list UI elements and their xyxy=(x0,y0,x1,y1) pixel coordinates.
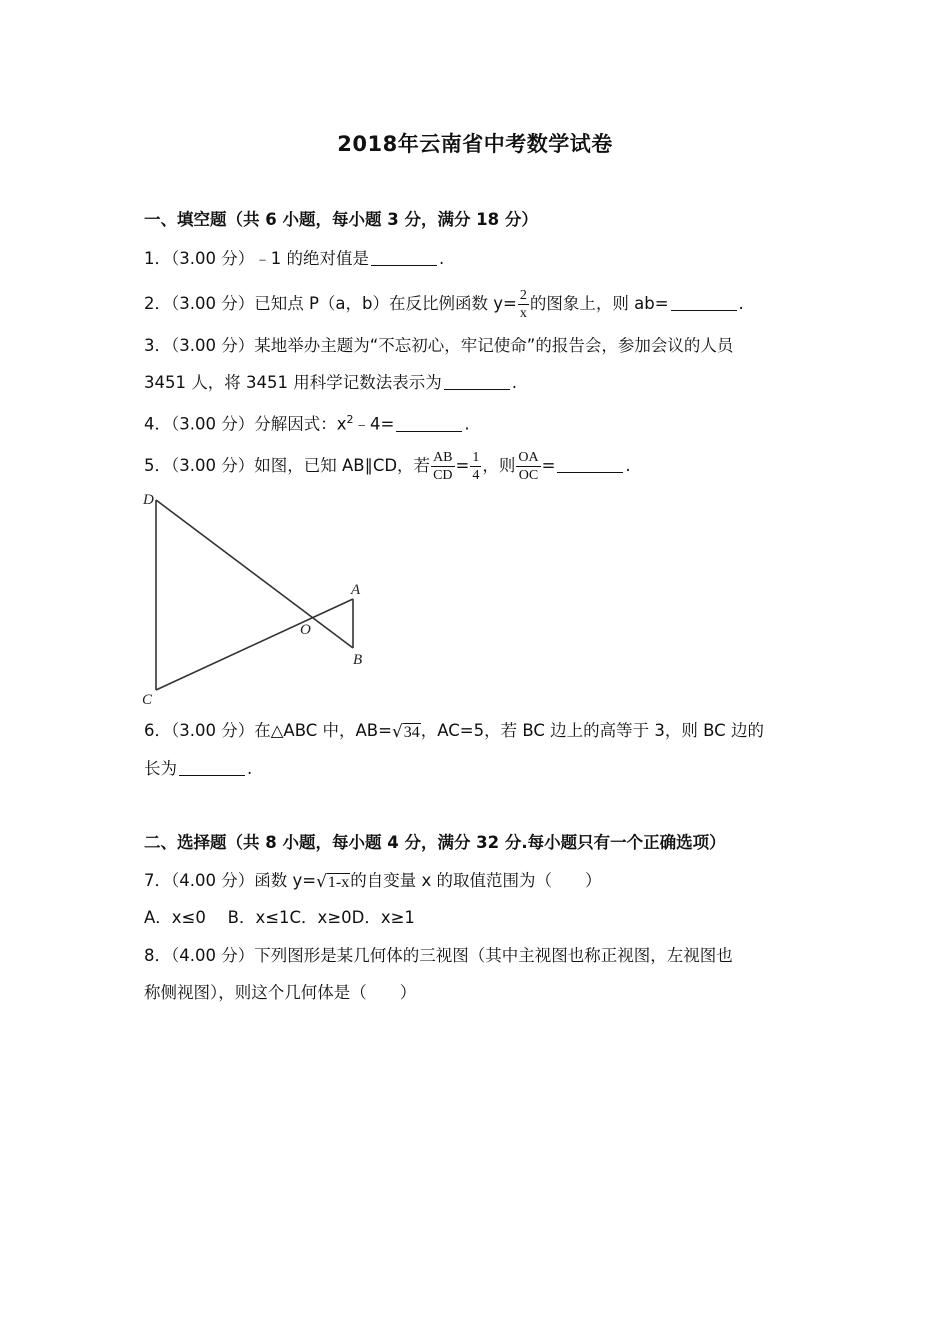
fraction-denominator: OC xyxy=(518,468,539,483)
question-8-line-2: 称侧视图），则这个几何体是（ ） xyxy=(144,983,417,1002)
label-b: B xyxy=(353,652,363,668)
q5-suffix: . xyxy=(625,456,631,475)
fraction-denominator: CD xyxy=(433,468,453,483)
fraction-numerator: 2 xyxy=(519,288,527,303)
question-3-line-1: 3．（3.00 分）某地举办主题为“不忘初心，牢记使命”的报告会，参加会议的人员 xyxy=(144,336,734,355)
answer-blank xyxy=(671,294,737,311)
question-1 xyxy=(144,247,444,271)
section-1-heading: 一、填空题（共 6 小题，每小题 3 分，满分 18 分） xyxy=(144,210,538,229)
label-o: O xyxy=(300,622,311,638)
q6-text-2: 长为 xyxy=(144,759,177,778)
segment-db xyxy=(156,500,353,648)
answer-blank xyxy=(371,249,437,266)
question-4 xyxy=(144,408,470,437)
q4-middle: ﹣4= xyxy=(353,414,395,434)
question-2 xyxy=(144,287,744,322)
question-3-line-2 xyxy=(144,371,517,395)
question-6-line-2 xyxy=(144,757,252,781)
label-d: D xyxy=(143,492,154,508)
question-8-line-1: 8．（4.00 分）下列图形是某几何体的三视图（其中主视图也称正视图，左视图也 xyxy=(144,946,733,965)
q6-rest: ，AC=5，若 BC 边上的高等于 3，则 BC 边的 xyxy=(420,721,764,740)
radicand: 34 xyxy=(403,723,420,741)
square-root xyxy=(392,720,421,744)
exponent: 2 xyxy=(346,413,354,426)
question-6-line-1 xyxy=(144,719,764,744)
square-root xyxy=(316,870,350,894)
answer-blank xyxy=(396,415,462,432)
page-title: 2018年云南省中考数学试卷 xyxy=(337,132,613,156)
q7-text: 7．（4.00 分）函数 y= xyxy=(144,871,317,890)
q3-suffix: . xyxy=(511,373,517,392)
fraction-denominator: 4 xyxy=(472,468,480,483)
fraction-numerator: OA xyxy=(518,450,539,465)
q4-suffix: . xyxy=(464,414,470,434)
q5-text: 5．（3.00 分）如图，已知 AB∥CD，若 xyxy=(144,456,431,475)
q2-fraction xyxy=(518,287,529,322)
fraction-numerator: AB xyxy=(433,450,453,465)
q2-suffix: . xyxy=(738,294,744,313)
question-7 xyxy=(144,869,602,894)
sqrt-symbol: √ xyxy=(316,871,327,892)
equals-sign: = xyxy=(541,456,556,475)
q1-text: 1．（3.00 分）﹣1 的绝对值是 xyxy=(144,249,369,268)
q7-rest: 的自变量 x 的取值范围为（ ） xyxy=(350,871,602,890)
q5-fraction-oa-oc xyxy=(516,449,540,484)
q5-fraction-ab-cd xyxy=(431,449,454,484)
q1-suffix: . xyxy=(438,249,445,268)
question-5 xyxy=(144,449,631,484)
sqrt-symbol: √ xyxy=(391,721,403,742)
label-c: C xyxy=(142,692,153,708)
answer-blank xyxy=(557,456,623,473)
answer-blank xyxy=(179,759,245,776)
fraction-denominator: x xyxy=(519,306,527,321)
q2-middle: 的图象上，则 ab= xyxy=(529,294,669,313)
q2-text: 2．（3.00 分）已知点 P（a，b）在反比例函数 y= xyxy=(144,294,517,313)
geometry-figure xyxy=(138,484,378,710)
q5-middle: ，则 xyxy=(482,456,516,475)
segment-ca xyxy=(156,599,353,690)
q4-text: 4．（3.00 分）分解因式：x xyxy=(144,414,347,434)
q5-fraction-ratio xyxy=(470,449,481,484)
radicand: 1-x xyxy=(327,873,350,891)
equals-sign: = xyxy=(455,456,470,475)
q3-text: 3451 人，将 3451 用科学记数法表示为 xyxy=(144,373,442,392)
q6-suffix: . xyxy=(247,759,253,778)
section-2-heading: 二、选择题（共 8 小题，每小题 4 分，满分 32 分.每小题只有一个正确选项） xyxy=(144,833,726,852)
question-7-options: A．x≤0 B．x≤1C．x≥0D．x≥1 xyxy=(144,908,415,927)
answer-blank xyxy=(444,373,510,390)
q6-text: 6．（3.00 分）在△ABC 中，AB= xyxy=(144,721,392,740)
label-a: A xyxy=(351,582,361,598)
fraction-numerator: 1 xyxy=(472,450,480,465)
